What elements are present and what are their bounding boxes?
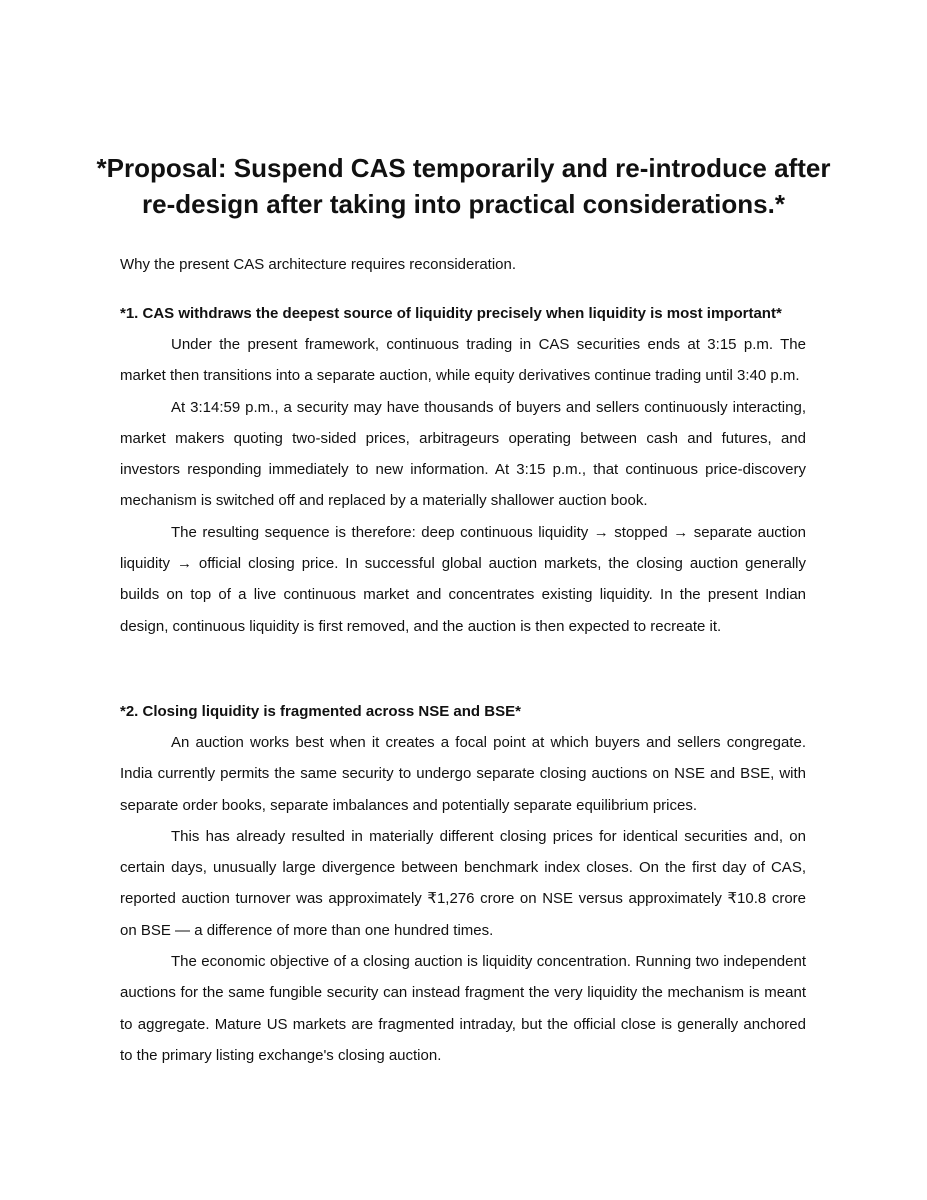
document-title: *Proposal: Suspend CAS temporarily and re-introduce after re-design after taking into practical considerations.* — [96, 153, 831, 219]
paragraph: An auction works best when it creates a focal point at which buyers and sellers congregate. India currently permits the same security to undergo separate closing auctions on NSE and BSE, with separate order books, separate imbalances and potentially separate equilibrium prices. — [120, 734, 806, 814]
document-subtitle: Why the present CAS architecture requires reconsideration. — [120, 256, 517, 273]
paragraph: At 3:14:59 p.m., a security may have thousands of buyers and sellers continuously interacting, market makers quoting two-sided prices, arbitrageurs operating between cash and futures, and investors responding immediately to new information. At 3:15 p.m., that continuous price-discovery mechanism is switched off and replaced by a materially shallower auction book. — [120, 398, 806, 510]
section-1 — [120, 298, 806, 642]
section-heading: *2. Closing liquidity is fragmented across NSE and BSE* — [120, 703, 521, 720]
section-heading: *1. CAS withdraws the deepest source of liquidity precisely when liquidity is most important* — [120, 305, 782, 322]
paragraph: The resulting sequence is therefore: deep continuous liquidity → stopped → separate auction liquidity → official closing price. In successful global auction markets, the closing auction generally builds on top of a live continuous market and concentrates existing liquidity. In the present Indian design, continuous liquidity is first removed, and the auction is then expected to recreate it. — [120, 523, 806, 635]
paragraph: Under the present framework, continuous trading in CAS securities ends at 3:15 p.m. The market then transitions into a separate auction, while equity derivatives continue trading until 3:40 p.m. — [120, 336, 806, 385]
paragraph: This has already resulted in materially different closing prices for identical securities and, on certain days, unusually large divergence between benchmark index closes. On the first day of CAS, reported auction turnover was approximately ₹1,276 crore on NSE versus approximately ₹10.8 crore on BSE — a difference of more than one hundred times. — [120, 827, 806, 939]
section-2 — [120, 696, 806, 1071]
paragraph: The economic objective of a closing auction is liquidity concentration. Running two independent auctions for the same fungible security can instead fragment the very liquidity the mechanism is meant to aggregate. Mature US markets are fragmented intraday, but the official close is generally anchored to the primary listing exchange's closing auction. — [120, 953, 806, 1064]
